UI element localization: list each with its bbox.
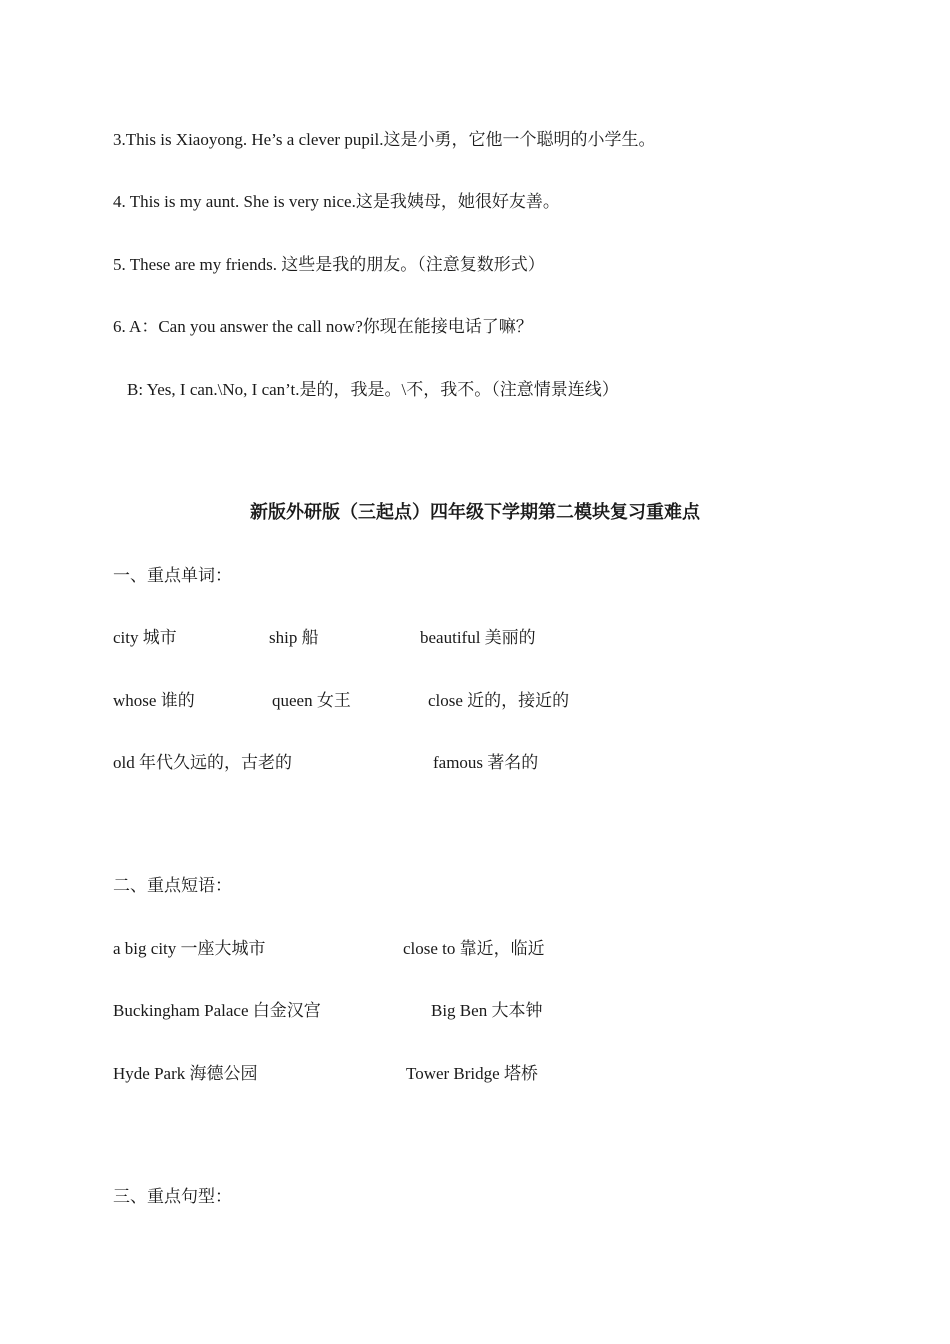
- sentence-3: 3.This is Xiaoyong. He’s a clever pupil.这是小勇，它他一个聪明的小学生。: [113, 130, 656, 149]
- word-item: city 城市: [113, 628, 177, 647]
- phrase-item: Hyde Park 海德公园: [113, 1064, 258, 1083]
- word-item: whose 谁的: [113, 691, 195, 710]
- word-item: famous 著名的: [433, 753, 539, 772]
- phrase-item: Big Ben 大本钟: [431, 1001, 543, 1020]
- word-item: old 年代久远的，古老的: [113, 753, 292, 772]
- phrase-item: close to 靠近，临近: [403, 939, 545, 958]
- phrase-item: Buckingham Palace 白金汉宫: [113, 1001, 321, 1020]
- section-heading-phrases: 二、重点短语：: [113, 876, 232, 895]
- phrase-item: a big city 一座大城市: [113, 939, 266, 958]
- word-item: close 近的，接近的: [428, 691, 570, 710]
- word-item: ship 船: [269, 628, 319, 647]
- sentence-4: 4. This is my aunt. She is very nice.这是我姨母，她很好友善。: [113, 192, 560, 211]
- section-heading-words: 一、重点单词：: [113, 566, 232, 585]
- word-item: beautiful 美丽的: [420, 628, 536, 647]
- sentence-6b: B: Yes, I can.\No, I can’t.是的，我是。\不，我不。（注意情景连线）: [127, 380, 619, 399]
- word-item: queen 女王: [272, 691, 351, 710]
- sentence-6a: 6. A：Can you answer the call now?你现在能接电话了嘛？: [113, 317, 533, 336]
- page-title: 新版外研版（三起点）四年级下学期第二模块复习重难点: [250, 502, 700, 523]
- section-heading-sentences: 三、重点句型：: [113, 1187, 232, 1206]
- phrase-item: Tower Bridge 塔桥: [406, 1064, 538, 1083]
- sentence-5: 5. These are my friends. 这些是我的朋友。（注意复数形式）: [113, 255, 545, 274]
